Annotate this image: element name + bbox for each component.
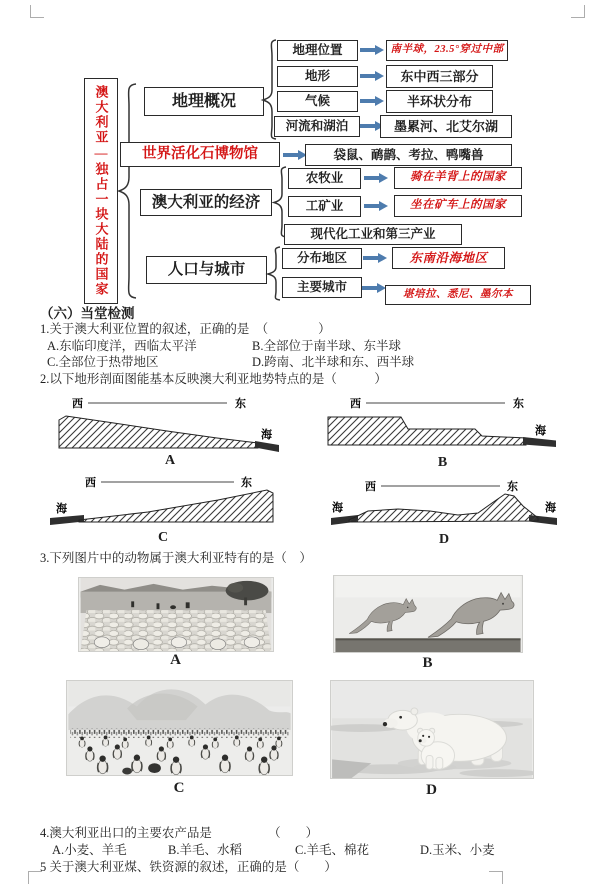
photo-label: D bbox=[426, 782, 438, 798]
question-2: 2.以下地形剖面图能基本反映澳大利亚地势特点的是（ ） bbox=[40, 372, 387, 386]
svg-text:东: 东 bbox=[241, 477, 252, 489]
economy-extra-box: 现代化工业和第三产业 bbox=[284, 224, 462, 245]
profile-label: C bbox=[157, 530, 169, 545]
right-arrow-icon bbox=[363, 253, 387, 264]
svg-text:海: 海 bbox=[545, 502, 556, 514]
svg-text:西: 西 bbox=[85, 477, 96, 489]
kangaroos-photo bbox=[333, 575, 523, 653]
terrain-profile-d bbox=[330, 478, 558, 532]
q1-option-b: B.全部位于南半球、东半球 bbox=[252, 339, 401, 353]
right-arrow-icon bbox=[364, 201, 388, 212]
geo-row-label: 地形 bbox=[277, 66, 358, 87]
q4-option-d: D.玉米、小麦 bbox=[420, 843, 495, 857]
q1-option-c: C.全部位于热带地区 bbox=[47, 355, 159, 369]
right-arrow-icon bbox=[364, 173, 388, 184]
population-row-label: 分布地区 bbox=[282, 248, 362, 269]
profile-label: D bbox=[438, 532, 450, 547]
svg-text:西: 西 bbox=[365, 481, 376, 493]
page-corner-mark bbox=[489, 871, 503, 884]
svg-text:西: 西 bbox=[350, 398, 361, 410]
svg-text:东: 东 bbox=[513, 398, 524, 410]
right-arrow-icon bbox=[283, 150, 307, 161]
right-arrow-icon bbox=[360, 45, 384, 56]
q4-option-c: C.羊毛、棉花 bbox=[295, 843, 369, 857]
population-row-label: 主要城市 bbox=[282, 277, 362, 298]
geo-row-value: 东中西三部分 bbox=[386, 65, 493, 88]
geo-row-value: 南半球，23.5°穿过中部 bbox=[386, 40, 508, 61]
page-corner-mark bbox=[571, 5, 585, 18]
economy-row-value: 坐在矿车上的国家 bbox=[394, 195, 522, 217]
geo-row-value: 半环状分布 bbox=[386, 90, 493, 113]
geo-row-label: 河流和湖泊 bbox=[274, 116, 360, 137]
map-root-box: 澳大利亚—独占一块大陆的国家 bbox=[84, 78, 118, 304]
svg-text:海: 海 bbox=[56, 503, 67, 515]
q4-option-a: A.小麦、羊毛 bbox=[52, 843, 127, 857]
q4-option-b: B.羊毛、水稻 bbox=[168, 843, 242, 857]
svg-text:海: 海 bbox=[261, 429, 272, 441]
geo-row-label: 地理位置 bbox=[277, 40, 358, 61]
economy-row-label: 农牧业 bbox=[288, 168, 361, 189]
right-arrow-icon bbox=[362, 283, 386, 294]
geo-title-box: 地理概况 bbox=[144, 87, 264, 116]
photo-label: C bbox=[173, 780, 186, 796]
polar-bears-photo bbox=[330, 680, 534, 779]
curly-brace-main bbox=[116, 82, 138, 300]
photo-label: A bbox=[170, 652, 182, 668]
fossil-value-box: 袋鼠、鸸鹋、考拉、鸭嘴兽 bbox=[305, 144, 512, 166]
svg-text:海: 海 bbox=[535, 425, 546, 437]
svg-text:东: 东 bbox=[507, 481, 518, 493]
profile-label: A bbox=[164, 453, 176, 468]
right-arrow-icon bbox=[360, 96, 384, 107]
terrain-profile-c bbox=[48, 474, 278, 530]
svg-text:海: 海 bbox=[332, 502, 343, 514]
q1-option-d: D.跨南、北半球和东、西半球 bbox=[252, 355, 415, 369]
q1-option-a: A.东临印度洋，西临太平洋 bbox=[47, 339, 197, 353]
sheep-flock-photo bbox=[78, 577, 274, 652]
svg-text:东: 东 bbox=[235, 398, 246, 410]
population-title-box: 人口与城市 bbox=[146, 256, 267, 284]
population-row-value: 东南沿海地区 bbox=[392, 247, 505, 269]
curly-brace-population bbox=[266, 245, 282, 302]
economy-row-label: 工矿业 bbox=[288, 196, 361, 217]
svg-text:西: 西 bbox=[72, 398, 83, 410]
population-row-value: 堪培拉、悉尼、墨尔本 bbox=[385, 285, 531, 305]
question-5: 5 关于澳大利亚煤、铁资源的叙述，正确的是（ ） bbox=[40, 860, 337, 874]
question-4: 4.澳大利亚出口的主要农产品是 （ ） bbox=[40, 826, 319, 840]
geo-row-label: 气候 bbox=[277, 91, 358, 112]
fossil-title-box: 世界活化石博物馆 bbox=[120, 142, 280, 167]
question-1: 1.关于澳大利亚位置的叙述，正确的是 （ ） bbox=[40, 322, 331, 336]
terrain-profile-b bbox=[325, 395, 560, 453]
geo-row-value: 墨累河、北艾尔湖 bbox=[380, 115, 512, 138]
quiz-heading: （六）当堂检测 bbox=[40, 306, 135, 321]
page-corner-mark bbox=[30, 5, 44, 18]
right-arrow-icon bbox=[360, 71, 384, 82]
photo-label: B bbox=[422, 655, 434, 671]
penguin-colony-photo bbox=[66, 680, 293, 776]
economy-title-box: 澳大利亚的经济 bbox=[140, 189, 272, 216]
profile-label: B bbox=[437, 455, 448, 470]
question-3: 3.下列图片中的动物属于澳大利亚特有的是（ ） bbox=[40, 551, 312, 565]
terrain-profile-a bbox=[55, 395, 285, 453]
economy-row-value: 骑在羊背上的国家 bbox=[394, 167, 522, 189]
